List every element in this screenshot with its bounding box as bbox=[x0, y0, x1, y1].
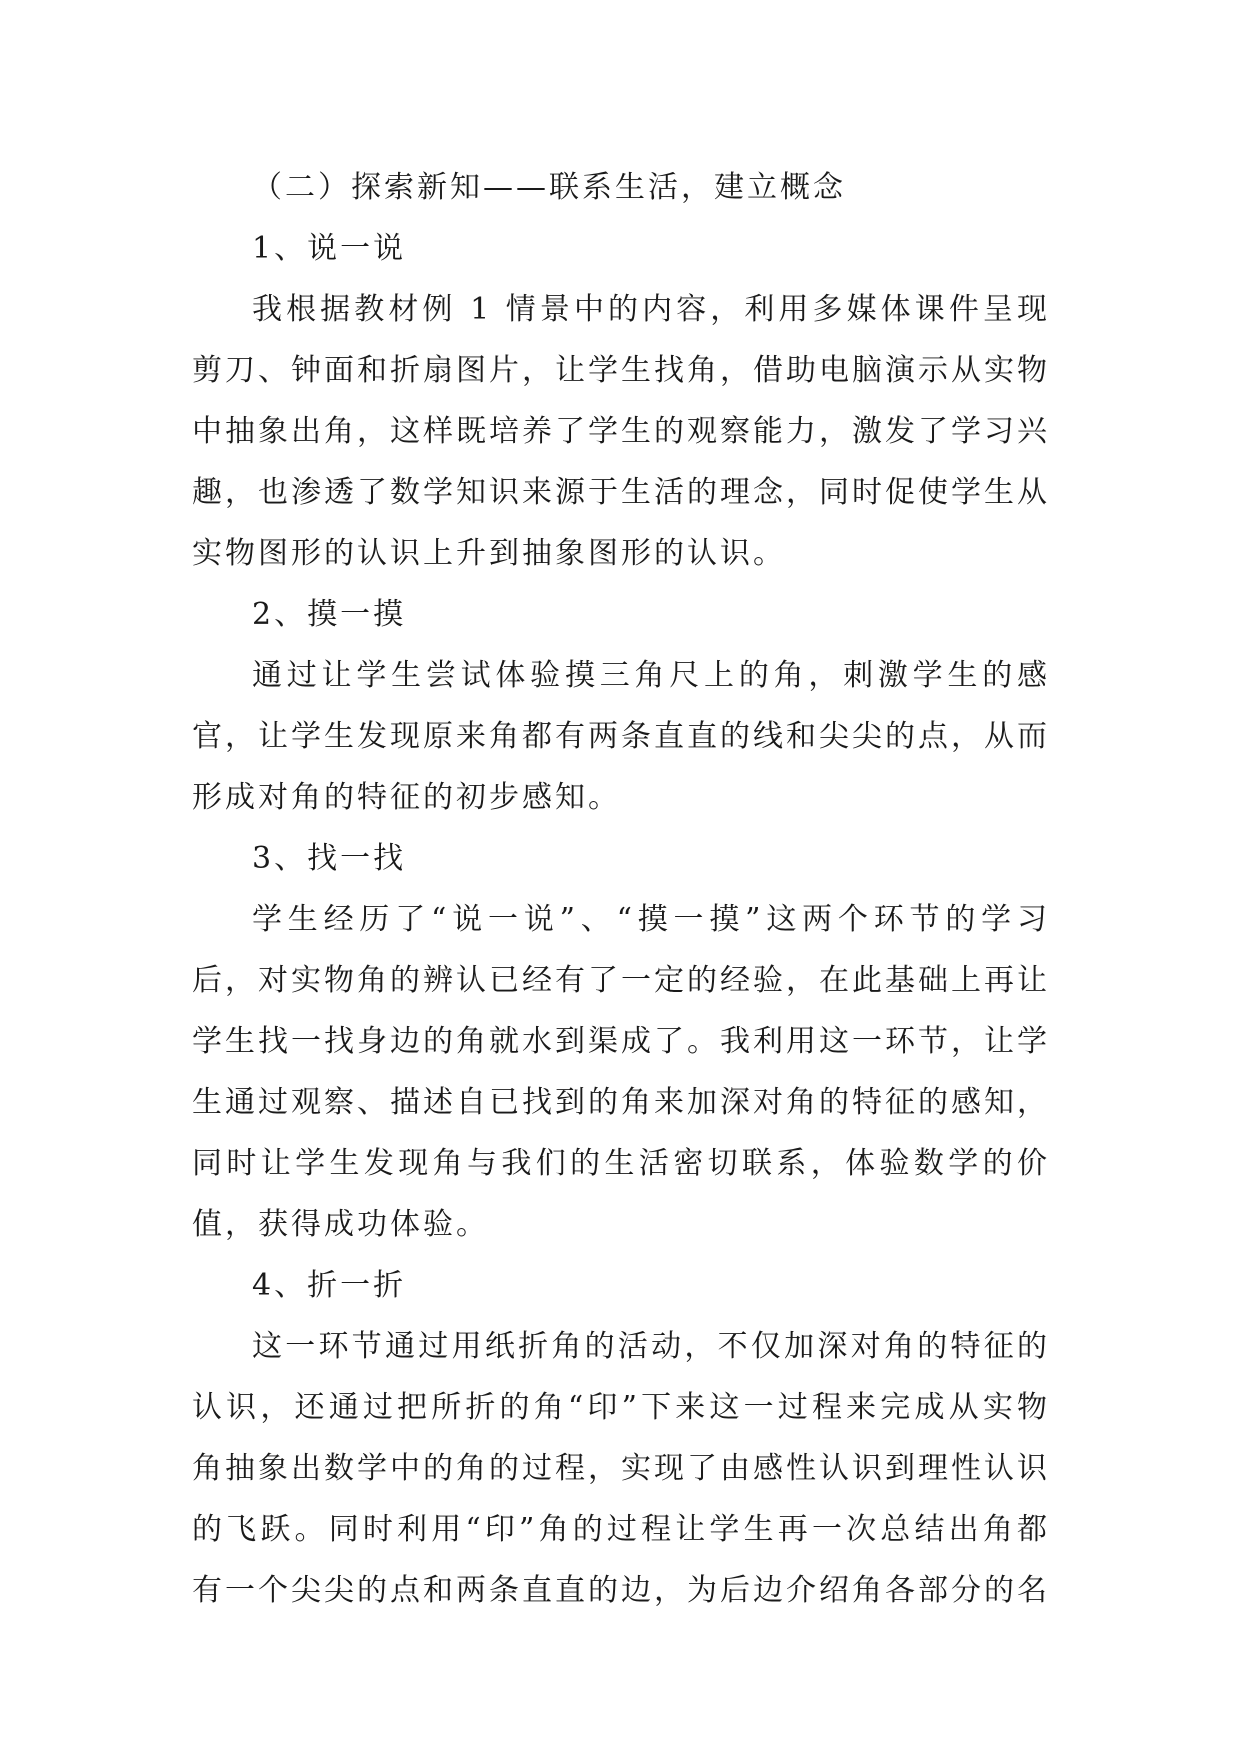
subsection-heading-4: 4、折一折 bbox=[252, 1268, 407, 1303]
subsection-paragraph-4: 这一环节通过用纸折角的活动，不仅加深对角的特征的认识，还通过把所折的角“印”下来这一过程来完成从实物角抽象出数学中的角的过程，实现了由感性认识到理性认识的飞跃。同时利用“印”角的过程让学生再一次总结出角都有一个尖尖的点和两条直直的边，为后边介绍角各部分的名 bbox=[192, 1329, 1050, 1608]
section-title: （二）探索新知——联系生活，建立概念 bbox=[252, 170, 846, 205]
subsection-heading-2: 2、摸一摸 bbox=[252, 597, 407, 632]
subsection-heading-1: 1、说一说 bbox=[252, 231, 407, 266]
subsection-paragraph-3: 学生经历了“说一说”、“摸一摸”这两个环节的学习后，对实物角的辨认已经有了一定的经验，在此基础上再让学生找一找身边的角就水到渠成了。我利用这一环节，让学生通过观察、描述自已找到的角来加深对角的特征的感知，同时让学生发现角与我们的生活密切联系，体验数学的价值，获得成功体验。 bbox=[192, 902, 1050, 1242]
document-body bbox=[192, 157, 1050, 1621]
subsection-paragraph-2: 通过让学生尝试体验摸三角尺上的角，刺激学生的感官，让学生发现原来角都有两条直直的线和尖尖的点，从而形成对角的特征的初步感知。 bbox=[192, 658, 1050, 815]
subsection-heading-3: 3、找一找 bbox=[252, 841, 407, 876]
subsection-paragraph-1: 我根据教材例 1 情景中的内容，利用多媒体课件呈现剪刀、钟面和折扇图片，让学生找角，借助电脑演示从实物中抽象出角，这样既培养了学生的观察能力，激发了学习兴趣，也渗透了数学知识来源于生活的理念，同时促使学生从实物图形的认识上升到抽象图形的认识。 bbox=[192, 292, 1050, 571]
